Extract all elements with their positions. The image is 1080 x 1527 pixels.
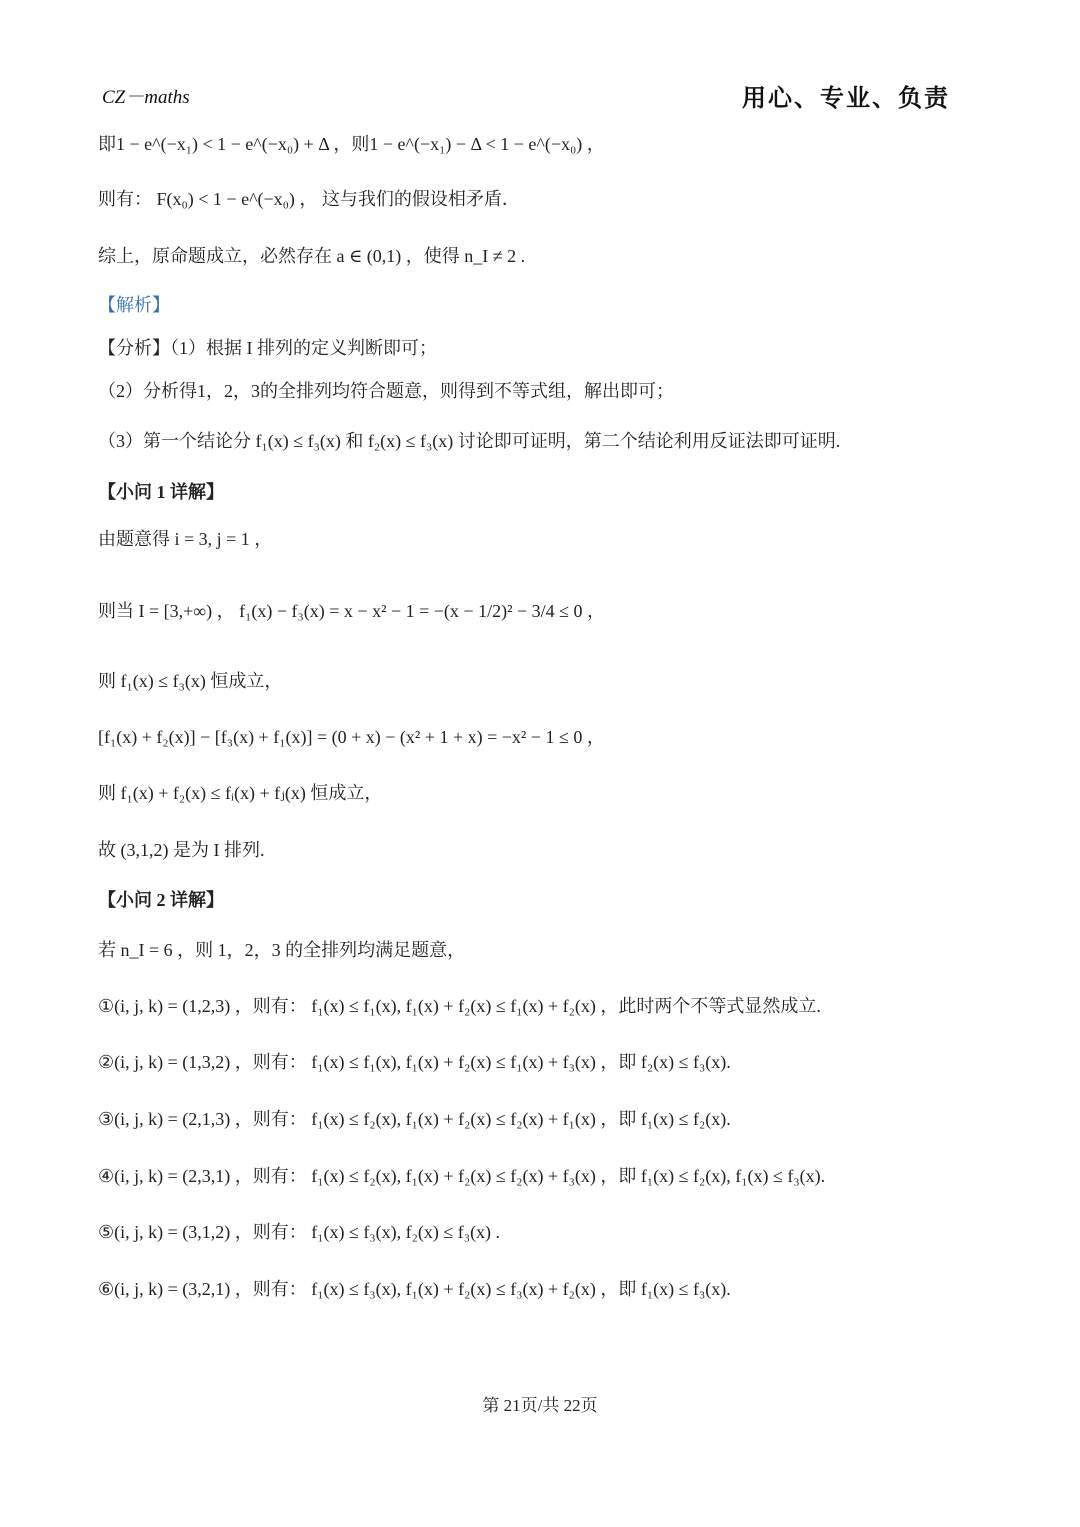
text-line-analysis: 【分析】（1）根据 I 排列的定义判断即可； bbox=[98, 338, 437, 358]
page-footer: 第 21页/共 22页 bbox=[482, 1396, 598, 1415]
case-line-1: ①(i, j, k) = (1,2,3) ，则有： f₁(x) ≤ f₁(x), f₁(x) + f₂(x) ≤ f₁(x) + f₂(x) ，此时两个不等式显然成立. bbox=[98, 996, 821, 1016]
case-line-6: ⑥(i, j, k) = (3,2,1) ，则有： f₁(x) ≤ f₃(x), f₁(x) + f₂(x) ≤ f₃(x) + f₂(x) ，即 f₁(x) ≤ f₃(x). bbox=[98, 1279, 731, 1299]
case-line-3: ③(i, j, k) = (2,1,3) ，则有： f₁(x) ≤ f₂(x), f₁(x) + f₂(x) ≤ f₂(x) + f₁(x) ，即 f₁(x) ≤ f₂(x). bbox=[98, 1109, 731, 1129]
text-line-11: [f₁(x) + f₂(x)] − [f₃(x) + f₁(x)] = (0 + x) − (x² + 1 + x) = −x² − 1 ≤ 0 ， bbox=[98, 727, 605, 747]
text-line-13: 故 (3,1,2) 是为 I 排列. bbox=[98, 840, 265, 860]
text-line-12: 则 f₁(x) + f₂(x) ≤ fᵢ(x) + fⱼ(x) 恒成立， bbox=[98, 783, 383, 803]
text-line-5: （2）分析得1，2，3的全排列均符合题意，则得到不等式组，解出即可； bbox=[98, 381, 674, 401]
text-line-6: （3）第一个结论分 f₁(x) ≤ f₃(x) 和 f₂(x) ≤ f₃(x) 讨论即可证明，第二个结论利用反证法即可证明. bbox=[98, 431, 841, 451]
text-line-15: 若 n_I = 6 ，则 1，2，3 的全排列均满足题意， bbox=[98, 940, 466, 960]
case-line-5: ⑤(i, j, k) = (3,1,2) ，则有： f₁(x) ≤ f₃(x), f₂(x) ≤ f₃(x) . bbox=[98, 1222, 501, 1242]
section-tag-analysis: 【解析】 bbox=[98, 295, 170, 315]
header-right-slogan: 用心、专业、负责 bbox=[742, 84, 950, 112]
case-line-2: ②(i, j, k) = (1,3,2) ，则有： f₁(x) ≤ f₁(x), f₁(x) + f₂(x) ≤ f₁(x) + f₃(x) ，即 f₂(x) ≤ f₃(x). bbox=[98, 1052, 731, 1072]
text-line-8: 由题意得 i = 3, j = 1 ， bbox=[98, 529, 273, 549]
header-left-label: CZ－maths bbox=[102, 87, 190, 108]
case-line-4: ④(i, j, k) = (2,3,1) ，则有： f₁(x) ≤ f₂(x), f₁(x) + f₂(x) ≤ f₂(x) + f₃(x) ，即 f₁(x) ≤ f₂(x), f₁(x) ≤ f₃(x). bbox=[98, 1166, 826, 1186]
subsection-heading-2: 【小问 2 详解】 bbox=[98, 890, 224, 910]
subsection-heading-1: 【小问 1 详解】 bbox=[98, 482, 224, 502]
text-line-3: 综上，原命题成立，必然存在 a ∈ (0,1) ，使得 n_I ≠ 2 . bbox=[98, 246, 526, 266]
text-line-9: 则当 I = [3,+∞) ， f₁(x) − f₃(x) = x − x² − 1 = −(x − 1/2)² − 3/4 ≤ 0 ， bbox=[98, 601, 606, 621]
text-line-10: 则 f₁(x) ≤ f₃(x) 恒成立， bbox=[98, 671, 283, 691]
text-line-2: 则有： F(x₀) < 1 − e^(−x₀) ， 这与我们的假设相矛盾． bbox=[98, 189, 520, 209]
text-line-1: 即1 − e^(−x₁) < 1 − e^(−x₀) + Δ ，则1 − e^(−x₁) − Δ < 1 − e^(−x₀) ， bbox=[98, 134, 605, 154]
